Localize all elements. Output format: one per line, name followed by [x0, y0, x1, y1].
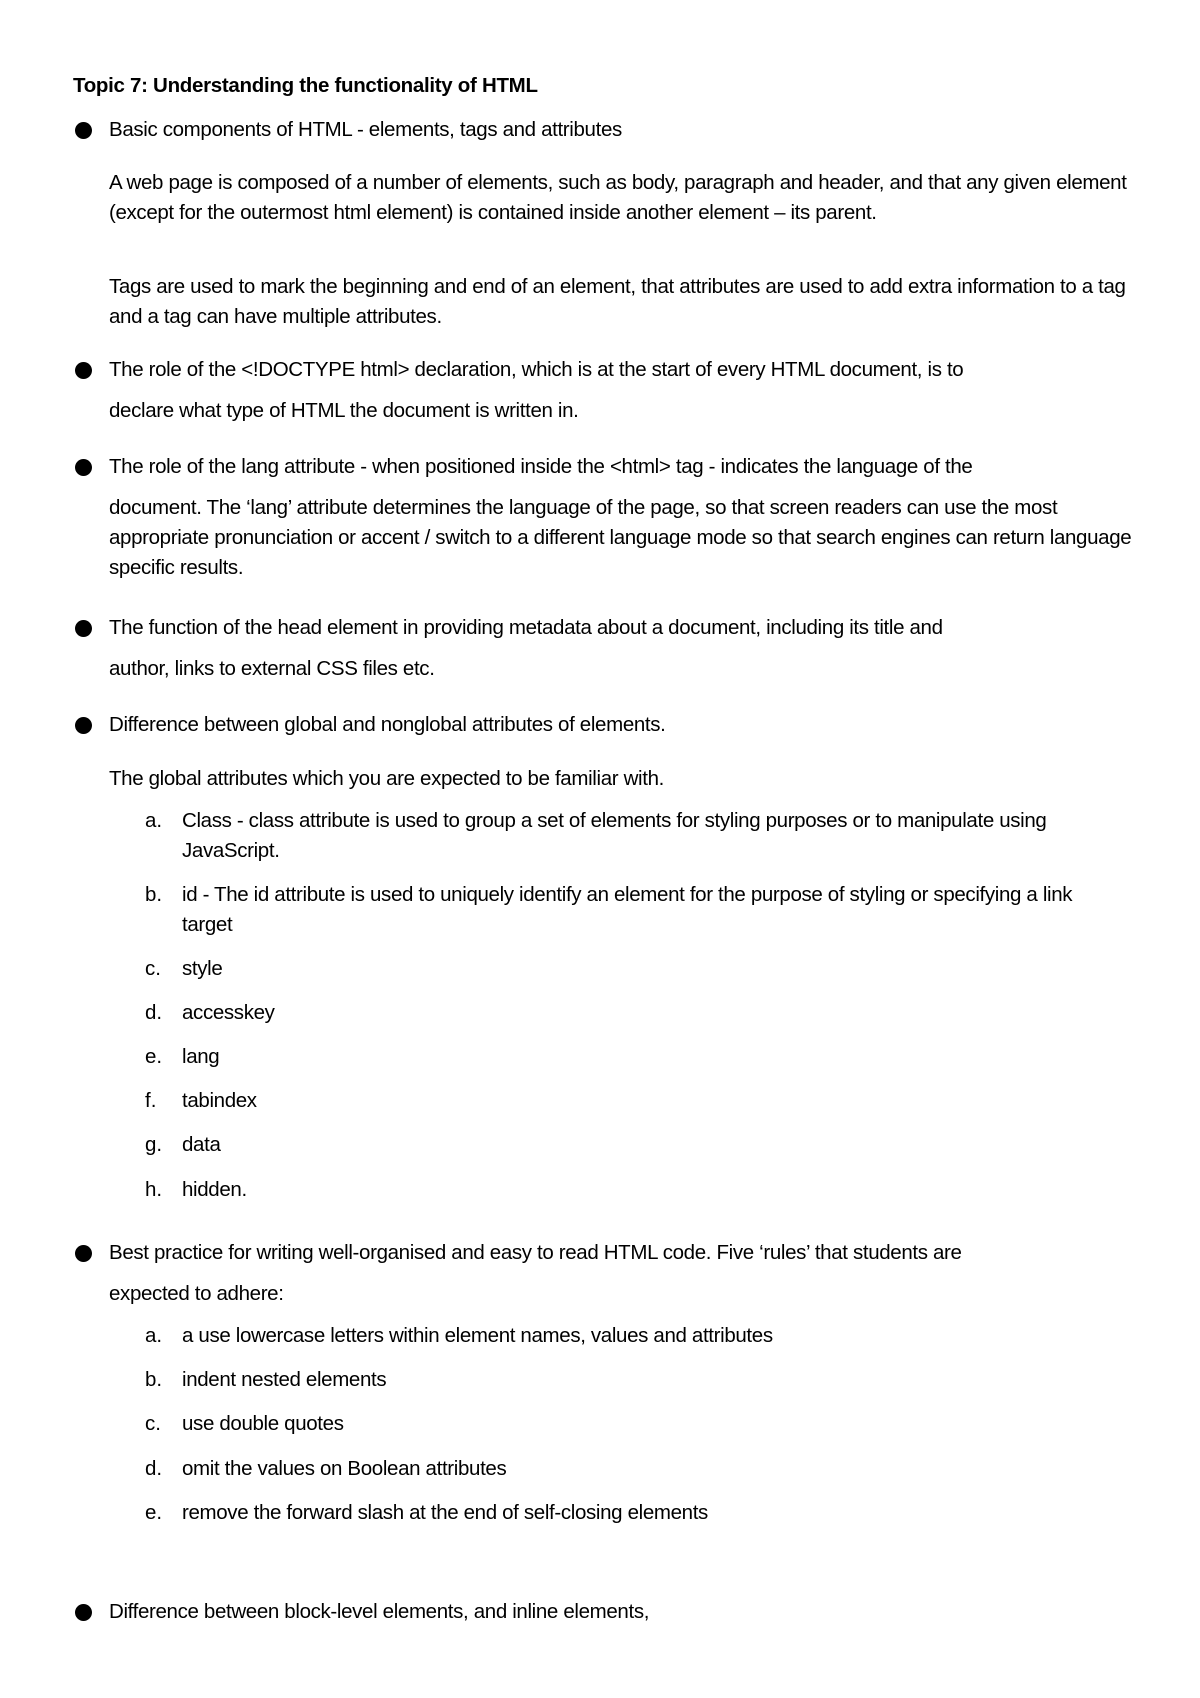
bullet-icon — [75, 1604, 92, 1621]
bullet-icon — [75, 459, 92, 476]
list-letter: a. — [145, 809, 163, 832]
section2-line2: declare what type of HTML the document is written in. — [109, 399, 579, 422]
bullet-icon — [75, 362, 92, 379]
list-letter: a. — [145, 1324, 163, 1347]
list-letter: d. — [145, 1001, 163, 1024]
page-title: Topic 7: Understanding the functionality of HTML — [73, 74, 538, 97]
list-letter: e. — [145, 1501, 163, 1524]
section3-para: document. The ‘lang’ attribute determines the language of the page, so that screen readers can use the most appropriate pronunciation or accent / switch to a different language mode so that search engines can return language specific results. — [109, 496, 1132, 579]
list-letter: c. — [145, 957, 161, 980]
list-item-text: remove the forward slash at the end of self-closing elements — [182, 1501, 708, 1524]
list-item-text: use double quotes — [182, 1412, 344, 1435]
list-letter: g. — [145, 1133, 163, 1156]
list-item-text: Class - class attribute is used to group a set of elements for styling purposes or to manipulate using JavaScript. — [182, 809, 1047, 862]
list-letter: f. — [145, 1089, 157, 1112]
list-letter: h. — [145, 1178, 163, 1201]
section6-line2: expected to adhere: — [109, 1282, 284, 1305]
section6-line1: Best practice for writing well-organised and easy to read HTML code. Five ‘rules’ that students are — [109, 1241, 962, 1264]
list-item-text: omit the values on Boolean attributes — [182, 1457, 507, 1480]
list-letter: c. — [145, 1412, 161, 1435]
list-letter: e. — [145, 1045, 163, 1068]
list-item-text: tabindex — [182, 1089, 257, 1112]
list-item-text: hidden. — [182, 1178, 247, 1201]
section4-line2: author, links to external CSS files etc. — [109, 657, 435, 680]
section7-bullet-text: Difference between block-level elements, and inline elements, — [109, 1600, 650, 1623]
section5-bullet-text: Difference between global and nonglobal attributes of elements. — [109, 713, 666, 736]
list-item-text: style — [182, 957, 223, 980]
section2-line1: The role of the <!DOCTYPE html> declaration, which is at the start of every HTML document, is to — [109, 358, 964, 381]
section1-bullet-text: Basic components of HTML - elements, tags and attributes — [109, 118, 622, 141]
section5-intro: The global attributes which you are expected to be familiar with. — [109, 767, 664, 790]
list-letter: d. — [145, 1457, 163, 1480]
list-item-text: accesskey — [182, 1001, 275, 1024]
section4-line1: The function of the head element in providing metadata about a document, including its title and — [109, 616, 943, 639]
section1-para2: Tags are used to mark the beginning and end of an element, that attributes are used to add extra information to a tag and a tag can have multiple attributes. — [109, 275, 1126, 328]
bullet-icon — [75, 717, 92, 734]
list-item-text: id - The id attribute is used to uniquely identify an element for the purpose of styling or specifying a link target — [182, 883, 1073, 936]
list-item-text: indent nested elements — [182, 1368, 387, 1391]
bullet-icon — [75, 1245, 92, 1262]
list-item-text: lang — [182, 1045, 220, 1068]
list-letter: b. — [145, 1368, 163, 1391]
bullet-icon — [75, 122, 92, 139]
section3-line1: The role of the lang attribute - when positioned inside the <html> tag - indicates the language of the — [109, 455, 973, 478]
section1-para1: A web page is composed of a number of elements, such as body, paragraph and header, and that any given element (except for the outermost html element) is contained inside another element – its parent. — [109, 171, 1127, 224]
list-item-text: a use lowercase letters within element names, values and attributes — [182, 1324, 773, 1347]
list-letter: b. — [145, 883, 163, 906]
list-item-text: data — [182, 1133, 221, 1156]
bullet-icon — [75, 620, 92, 637]
